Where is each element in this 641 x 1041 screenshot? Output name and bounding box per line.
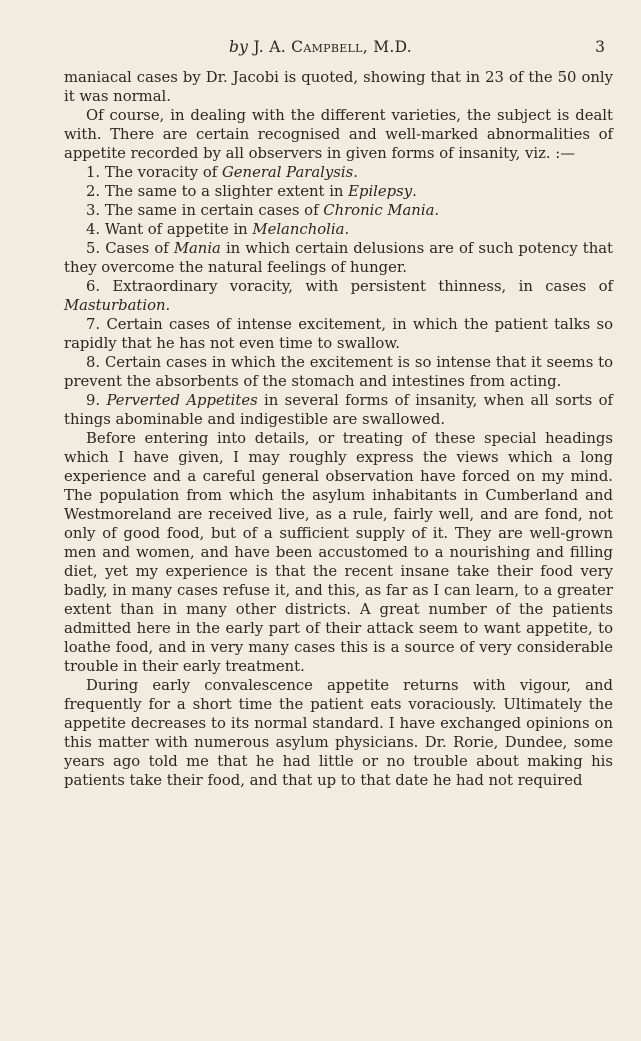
page-header <box>64 38 613 64</box>
emphasis: Perverted Appetites <box>106 392 258 409</box>
running-head <box>64 38 577 56</box>
paragraph-0: maniacal cases by Dr. Jacobi is quoted, showing that in 23 of the 50 only it was normal. <box>64 69 613 105</box>
list-item-4: 4. Want of appetite in Melancholia. <box>86 221 350 238</box>
list-item-6: 6. Extraordinary voracity, with persistent thinness, in cases of Masturbation. <box>64 278 613 314</box>
running-head-degree: M.D. <box>373 38 413 56</box>
paragraph-1: Of course, in dealing with the different varieties, the subject is dealt with. There are certain recognised and well-marked abnormalities of appetite recorded by all observers in given forms of insanity, viz. :— <box>64 107 613 162</box>
list-item-8: 8. Certain cases in which the excitement is so intense that it seems to prevent the absorbents of the stomach and intestines from acting. <box>64 354 613 390</box>
running-head-by: by <box>228 38 249 56</box>
emphasis: Chronic Mania <box>323 202 435 219</box>
emphasis: Melancholia <box>252 221 345 238</box>
emphasis: Epilepsy <box>348 183 413 200</box>
list-item-1: 1. The voracity of General Paralysis. <box>86 164 358 181</box>
emphasis: Masturbation <box>64 297 166 314</box>
list-item-3: 3. The same in certain cases of Chronic Mania. <box>86 202 440 219</box>
list-item-2: 2. The same to a slighter extent in Epilepsy. <box>86 183 417 200</box>
paragraph-3: During early convalescence appetite returns with vigour, and frequently for a short time the patient eats voraciously. Ultimately the appetite decreases to its normal standard. I have exchanged opinions on this matter with numerous asylum physicians. Dr. Rorie, Dundee, some years ago told me that he had little or no trouble about making his patients take their food, and that up to that date he had not required <box>64 677 613 789</box>
list-item-7: 7. Certain cases of intense excitement, in which the patient talks so rapidly that he has not even time to swallow. <box>64 316 613 352</box>
page-number: 3 <box>595 38 605 56</box>
running-head-author: J. A. Campbell, <box>253 38 368 56</box>
list-item-5: 5. Cases of Mania in which certain delusions are of such potency that they overcome the natural feelings of hunger. <box>64 240 613 276</box>
body-text <box>64 68 613 790</box>
emphasis: General Paralysis <box>221 164 354 181</box>
paragraph-2: Before entering into details, or treating of these special headings which I have given, I may roughly express the views which a long experience and a careful general observation have forced on my mind. The population from which the asylum inhabitants in Cumberland and Westmoreland are received live, as a rule, fairly well, and are fond, not only of good food, but of a sufficient supply of it. They are well-grown men and women, and have been accustomed to a nourishing and filling diet, yet my experience is that the recent insane take their food very badly, in many cases refuse it, and this, as far as I can learn, to a greater extent than in many other districts. A great number of the patients admitted here in the early part of their attack seem to want appetite, to loathe food, and in very many cases this is a source of very considerable trouble in their early treatment. <box>64 430 613 675</box>
emphasis: Mania <box>173 240 221 257</box>
list-item-9: 9. Perverted Appetites in several forms of insanity, when all sorts of things abominable and indigestible are swallowed. <box>64 392 613 428</box>
